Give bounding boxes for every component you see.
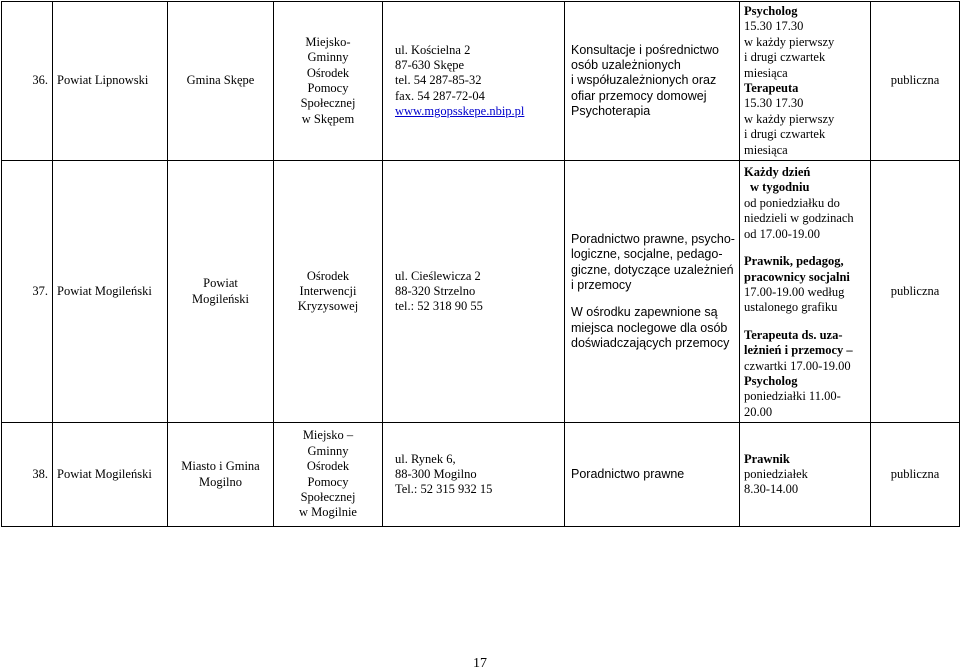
jednostka-cell [274, 2, 383, 161]
jednostka-line: Społecznej [300, 490, 356, 505]
gmina-line: Miasto i Gmina [181, 459, 260, 474]
zakres-line: miejsca noclegowe dla osób [571, 320, 728, 335]
adres-line: Tel.: 52 315 932 15 [395, 482, 493, 497]
adres-line: fax. 54 287-72-04 [395, 88, 485, 103]
adres-line: tel. 54 287-85-32 [395, 73, 482, 88]
hours-line: 8.30-14.00 [744, 482, 799, 497]
hours-line: miesiąca [744, 142, 788, 157]
prawnik-label: Prawnik, pedagog, [744, 254, 844, 269]
gmina-line: Mogileński [192, 291, 249, 306]
row-number: 37. [2, 161, 53, 423]
website-link[interactable]: www.mgopsskepe.nbip.pl [395, 104, 525, 119]
jednostka-line: Pomocy [307, 81, 349, 96]
zakres-line: Konsultacje i pośrednictwo [571, 42, 719, 57]
jednostka-line: Miejsko – [302, 428, 354, 443]
zakres-line: ofiar przemocy domowej [571, 88, 707, 103]
institutions-table [1, 1, 960, 527]
zakres-line: i przemocy [571, 277, 632, 292]
jednostka-line: Gminny [307, 50, 349, 65]
powiat-cell: Powiat Lipnowski [53, 2, 168, 161]
zakres-line: Psychoterapia [571, 104, 651, 119]
prawnik-label: pracownicy socjalni [744, 269, 850, 284]
adres-line: ul. Rynek 6, [395, 451, 456, 466]
adres-cell [383, 2, 565, 161]
hours-line: ustalonego grafiku [744, 300, 838, 315]
typ-cell: publiczna [871, 2, 960, 161]
table-row [2, 2, 960, 161]
hours-line: w każdy pierwszy [744, 34, 835, 49]
zakres-line: i współuzależnionych oraz [571, 73, 717, 88]
gmina-cell: Gmina Skępe [168, 2, 274, 161]
adres-cell [383, 423, 565, 527]
jednostka-line: Ośrodek [306, 65, 350, 80]
row-number: 36. [2, 2, 53, 161]
hours-line: i drugi czwartek [744, 50, 826, 65]
terapeuta-label: Terapeuta [744, 81, 799, 96]
zakres-cell [565, 2, 740, 161]
zakres-line: giczne, dotyczące uzależnień [571, 262, 734, 277]
prawnik-label: Prawnik [744, 451, 790, 466]
row-number: 38. [2, 423, 53, 527]
jednostka-cell [274, 423, 383, 527]
page-number: 17 [473, 656, 487, 671]
terapeuta-label: Terapeuta ds. uza- [744, 327, 843, 342]
godziny-cell [740, 161, 871, 423]
kazdy-dzien-label: w tygodniu [750, 180, 810, 195]
powiat-cell: Powiat Mogileński [53, 423, 168, 527]
jednostka-line: Gminny [307, 443, 349, 458]
jednostka-line: w Skępem [301, 111, 355, 126]
adres-line: 87-630 Skępe [395, 57, 465, 72]
typ-cell: publiczna [871, 161, 960, 423]
jednostka-line: Ośrodek [306, 459, 350, 474]
adres-cell [383, 161, 565, 423]
gmina-line: Powiat [203, 276, 238, 291]
gmina-line: Mogilno [198, 474, 243, 489]
jednostka-line: Miejsko- [305, 34, 351, 49]
adres-line: 88-300 Mogilno [395, 466, 477, 481]
zakres-line: W ośrodku zapewnione są [571, 305, 718, 320]
godziny-cell [740, 423, 871, 527]
terapeuta-label: leżnień i przemocy – [744, 343, 853, 358]
jednostka-line: Społecznej [300, 96, 356, 111]
zakres-line: doświadczających przemocy [571, 336, 730, 351]
godziny-cell [740, 2, 871, 161]
hours-line: w każdy pierwszy [744, 111, 835, 126]
hours-line: i drugi czwartek [744, 127, 826, 142]
kazdy-dzien-label: Każdy dzień [744, 165, 811, 180]
hours-line: poniedziałek [744, 466, 808, 481]
hours-line: 17.00-19.00 według [744, 284, 845, 299]
jednostka-line: Interwencji [299, 283, 357, 298]
zakres-line: logiczne, socjalne, pedago- [571, 247, 723, 262]
jednostka-cell [274, 161, 383, 423]
hours-line: 15.30 17.30 [744, 19, 804, 34]
hours-line: poniedziałki 11.00- [744, 389, 841, 404]
table-row [2, 161, 960, 423]
hours-line: 15.30 17.30 [744, 96, 804, 111]
powiat-cell: Powiat Mogileński [53, 161, 168, 423]
hours-line: niedzieli w godzinach [744, 211, 854, 226]
zakres-line: osób uzależnionych [571, 57, 681, 72]
psycholog-label: Psycholog [744, 373, 798, 388]
gmina-cell [168, 161, 274, 423]
table-row [2, 423, 960, 527]
jednostka-line: Pomocy [307, 474, 349, 489]
adres-line: tel.: 52 318 90 55 [395, 299, 483, 314]
hours-line: czwartki 17.00-19.00 [744, 358, 851, 373]
jednostka-line: Ośrodek [306, 268, 350, 283]
adres-line: ul. Cieślewicza 2 [395, 268, 481, 283]
zakres-line: Poradnictwo prawne, psycho- [571, 231, 735, 246]
zakres-cell [565, 161, 740, 423]
adres-line: ul. Kościelna 2 [395, 42, 471, 57]
typ-cell: publiczna [871, 423, 960, 527]
zakres-cell: Poradnictwo prawne [565, 423, 740, 527]
gmina-cell [168, 423, 274, 527]
hours-line: miesiąca [744, 65, 788, 80]
jednostka-line: Kryzysowej [297, 299, 359, 314]
hours-line: od poniedziałku do [744, 195, 840, 210]
jednostka-line: w Mogilnie [299, 505, 357, 520]
psycholog-label: Psycholog [744, 4, 798, 18]
hours-line: 20.00 [744, 404, 773, 419]
hours-line: od 17.00-19.00 [744, 226, 821, 241]
adres-line: 88-320 Strzelno [395, 283, 476, 298]
